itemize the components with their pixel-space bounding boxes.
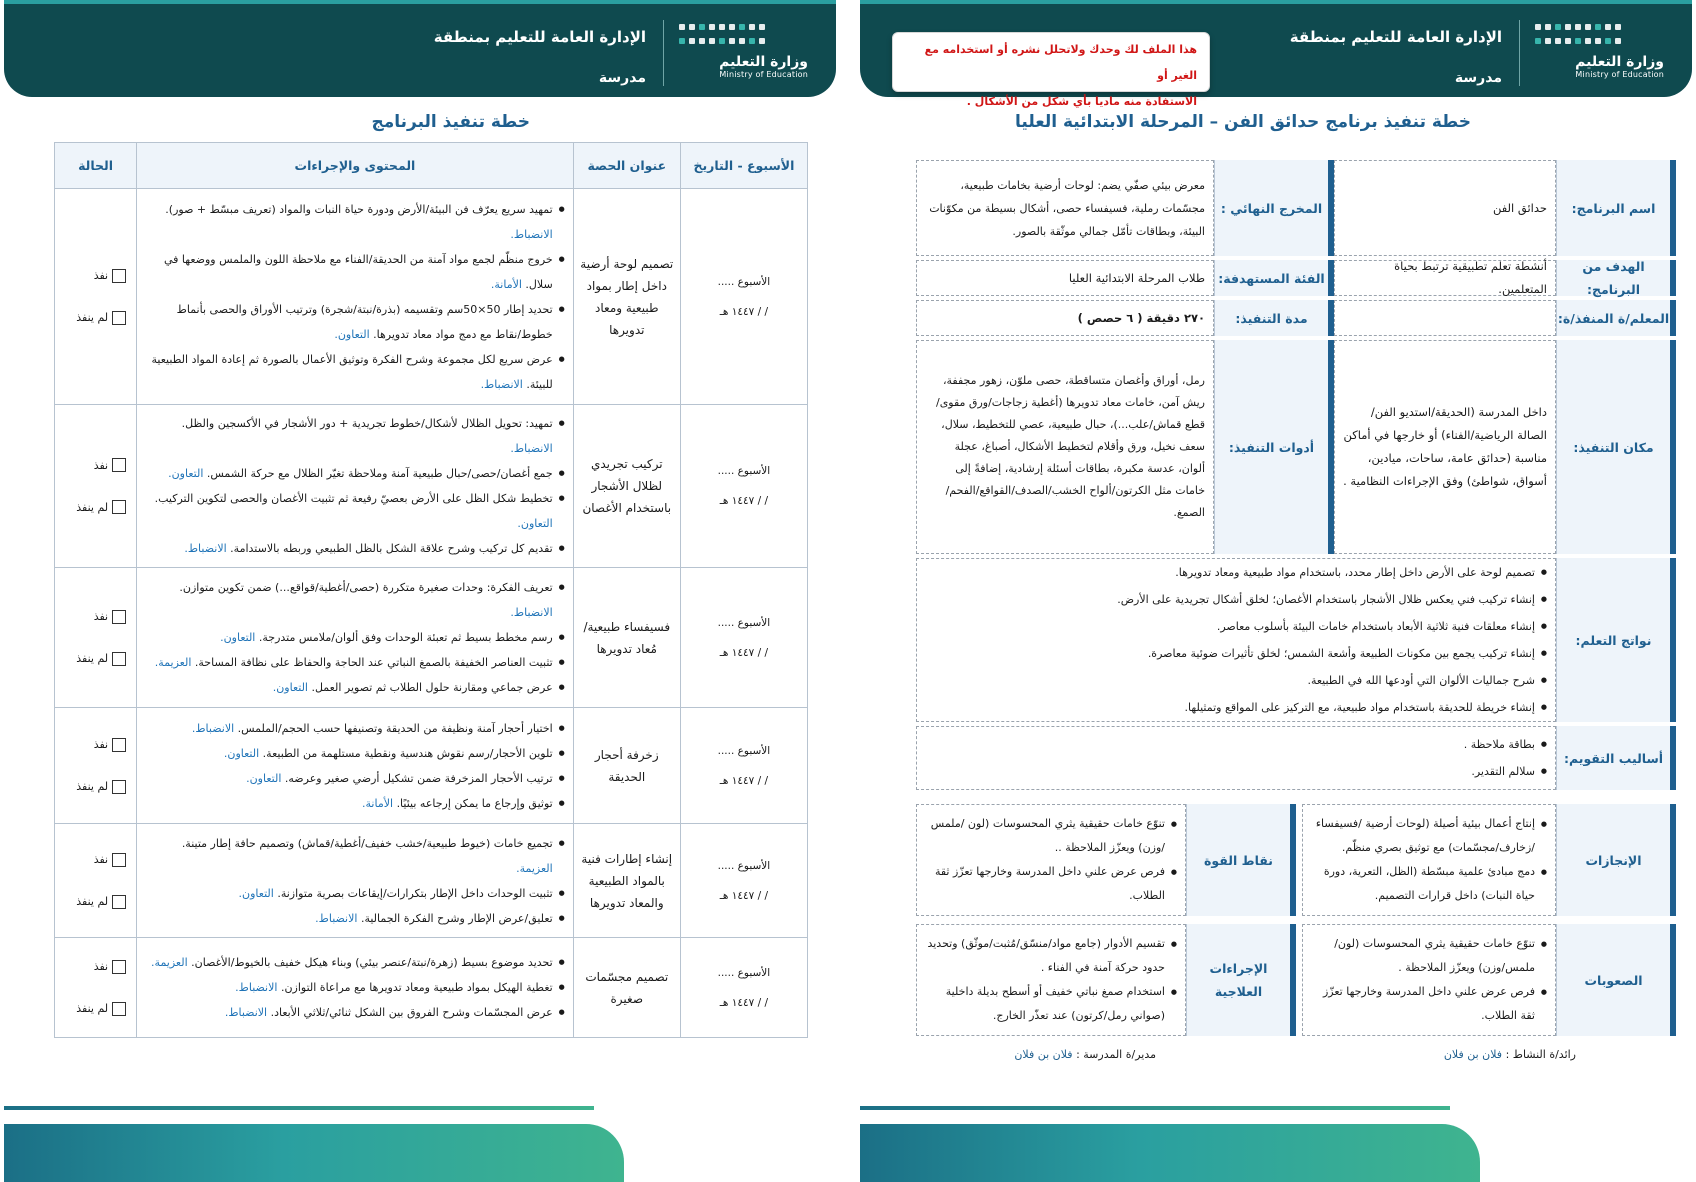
status-done[interactable] xyxy=(55,444,136,486)
done-checkbox[interactable] xyxy=(112,269,126,283)
procedure-item xyxy=(145,575,565,625)
done-label: نفذ xyxy=(93,960,109,973)
value-tag: التعاون. xyxy=(168,467,204,480)
difficulty-item: ● فرص عرض علني داخل المدرسة وخارجها تعزّز ثقة الطلاب. xyxy=(1311,980,1547,1028)
procedure-item xyxy=(145,536,565,561)
procedure-text: عرض المجسّمات وشرح الفروق بين الشكل ثنائي/ثلاثي الأبعاد. xyxy=(270,1006,553,1019)
department-label: الإدارة العامة للتعليم بمنطقة xyxy=(433,28,646,46)
outcome-item: ● إنشاء تركيب يجمع بين مكونات الطبيعة وأشعة الشمس؛ لخلق تأثيرات ضوئية معاصرة. xyxy=(925,640,1547,667)
table-row xyxy=(55,824,808,938)
done-checkbox[interactable] xyxy=(112,738,126,752)
row-place xyxy=(916,340,1676,554)
done-label: نفذ xyxy=(93,738,109,751)
procedure-item xyxy=(145,650,565,675)
value-tag: التعاون. xyxy=(220,631,256,644)
cell-content xyxy=(137,568,574,708)
label-goal: الهدف من البرنامج: xyxy=(1556,260,1676,296)
cell-content xyxy=(137,824,574,938)
value-tag: الانضباط. xyxy=(235,981,278,994)
procedure-text: جمع أغصان/حصى/حبال طبيعية آمنة وملاحظة تغيّر الظلال مع حركة الشمس. xyxy=(206,467,553,480)
row-difficulties xyxy=(916,924,1676,1036)
principal-label: مدير/ة المدرسة : xyxy=(1076,1048,1156,1061)
procedure-item xyxy=(145,741,565,766)
procedure-item xyxy=(145,975,565,1000)
date-label: / / ١٤٤٧ هـ xyxy=(719,305,769,318)
procedure-text: ترتيب الأحجار المزخرفة ضمن تشكيل أرضي صغير وعرضه. xyxy=(284,771,553,785)
procedure-text: عرض جماعي ومقارنة حلول الطلاب ثم تصوير العمل. xyxy=(311,681,553,694)
value-tag: الأمانة. xyxy=(490,277,522,291)
cell-session-title: تصميم لوحة أرضية داخل إطار بمواد طبيعية ومعاد تدويرها xyxy=(573,189,680,405)
status-done[interactable] xyxy=(55,724,136,766)
row-outcomes xyxy=(916,558,1676,722)
value-tag: العزيمة. xyxy=(151,956,188,969)
value-teacher xyxy=(1334,300,1556,336)
procedure-item xyxy=(145,411,565,461)
not-done-checkbox[interactable] xyxy=(112,1002,126,1016)
status-done[interactable] xyxy=(55,839,136,881)
not-done-label: لم ينفذ xyxy=(76,895,109,908)
outcome-item: ● تصميم لوحة على الأرض داخل إطار محدد، باستخدام مواد طبيعية ومعاد تدويرها. xyxy=(925,559,1547,586)
activity-leader-name: فلان بن فلان xyxy=(1443,1048,1503,1061)
logo-dots-icon xyxy=(1534,24,1664,48)
label-final-output: المخرج النهائي : xyxy=(1214,160,1334,256)
not-done-label: لم ينفذ xyxy=(76,1002,109,1015)
label-strengths: نقاط القوة xyxy=(1186,804,1296,916)
procedure-item xyxy=(145,247,565,297)
value-tag: الانضباط. xyxy=(510,227,553,241)
procedure-text: عرض سريع لكل مجموعة وشرح الفكرة وتوثيق الأعمال بالصورة ثم إعادة المواد الطبيعية للبيئة. xyxy=(151,352,553,391)
status-done[interactable] xyxy=(55,946,136,988)
status-done[interactable] xyxy=(55,596,136,638)
procedure-text: تمهيد سريع يعرّف فن البيئة/الأرض ودورة حياة النبات والمواد (تعريف مبسّط + صور). xyxy=(165,202,553,216)
row-evaluation xyxy=(916,726,1676,790)
value-tag: العزيمة. xyxy=(154,656,192,669)
procedure-item xyxy=(145,675,565,700)
outcome-item: ● إنشاء تركيب فني يعكس ظلال الأشجار باستخدام الأغصان؛ لخلق أشكال تجريدية على الأرض. xyxy=(925,586,1547,613)
done-label: نفذ xyxy=(93,610,109,623)
done-label: نفذ xyxy=(93,458,109,472)
done-checkbox[interactable] xyxy=(112,458,126,472)
not-done-checkbox[interactable] xyxy=(112,311,126,325)
status-not-done[interactable] xyxy=(55,638,136,680)
label-outcomes: نواتج التعلم: xyxy=(1556,558,1676,722)
procedure-text: تعليق/عرض الإطار وشرح الفكرة الجمالية. xyxy=(360,911,553,925)
procedure-text: تخطيط شكل الظل على الأرض بعصيّ رفيعة ثم تثبيت الأغصان والحصى لتكوين التركيب. xyxy=(154,492,553,505)
cell-status xyxy=(55,405,137,568)
copyright-notice xyxy=(892,32,1210,108)
strength-item: ● تنوّع خامات حقيقية يثري المحسوسات (لون /ملمس /وزن) ويعزّز الملاحظة .. xyxy=(925,812,1177,860)
page-title: خطة تنفيذ البرنامج xyxy=(371,112,530,132)
value-tag: التعاون. xyxy=(223,746,260,760)
value-tag: العزيمة. xyxy=(516,861,553,875)
value-evaluation xyxy=(916,726,1556,790)
page-right xyxy=(856,0,1696,1182)
procedure-text: رسم مخطط بسيط ثم تعبئة الوحدات وفق ألوان/ملامس متدرجة. xyxy=(258,631,553,644)
label-tools: أدوات التنفيذ: xyxy=(1214,340,1334,554)
value-tag: الانضباط. xyxy=(191,721,235,735)
cell-status xyxy=(55,189,137,405)
done-checkbox[interactable] xyxy=(112,853,126,867)
label-achievements: الإنجازات xyxy=(1556,804,1676,916)
notice-line-2: الاستفادة منه ماديا بأي شكل من الأشكال . xyxy=(966,95,1197,108)
value-difficulties xyxy=(1302,924,1556,1036)
cell-week-date xyxy=(680,824,807,938)
cell-status xyxy=(55,568,137,708)
row-goal xyxy=(916,260,1676,296)
footer-line xyxy=(860,1106,1450,1110)
activity-leader-label: رائد/ة النشاط : xyxy=(1505,1048,1576,1061)
cell-session-title: تركيب تجريدي لظلال الأشجار باستخدام الأغصان xyxy=(573,405,680,568)
value-final-output: معرض بيئي صفّي يضم: لوحات أرضية بخامات طبيعية، مجسّمات رملية، فسيفساء حصى، أشكال بسيطة من مكوّنات البيئة، وبطاقات تأمّل جمالي موثّقة بالصور. xyxy=(916,160,1214,256)
cell-status xyxy=(55,824,137,938)
row-achievements xyxy=(916,804,1676,916)
procedure-item xyxy=(145,486,565,536)
procedure-item xyxy=(145,791,565,816)
evaluation-item: ● سلالم التقدير. xyxy=(925,758,1547,785)
remedy-item: ● تقسيم الأدوار (جامع مواد/منسّق/مُثبت/موثّق) وتحديد حدود حركة آمنة في الفناء . xyxy=(925,932,1177,980)
done-checkbox[interactable] xyxy=(112,610,126,624)
date-label: / / ١٤٤٧ هـ xyxy=(719,774,769,787)
procedure-text: تلوين الأحجار/رسم نقوش هندسية ونقطية مستلهمة من الطبيعة. xyxy=(262,746,553,760)
procedure-text: تثبيت العناصر الخفيفة بالصمغ النباتي عند الحاجة والحفاظ على نظافة المساحة. xyxy=(194,656,553,669)
footer-bar xyxy=(860,1124,1480,1182)
value-tag: التعاون. xyxy=(238,886,274,900)
cell-content xyxy=(137,405,574,568)
value-outcomes xyxy=(916,558,1556,722)
label-evaluation: أساليب التقويم: xyxy=(1556,726,1676,790)
school-label: مدرسة xyxy=(598,70,646,86)
procedure-item xyxy=(145,906,565,931)
cell-session-title: فسيفساء طبيعية/مُعاد تدويرها xyxy=(573,568,680,708)
week-label: الأسبوع ..... xyxy=(717,275,771,288)
label-place: مكان التنفيذ: xyxy=(1556,340,1676,554)
procedure-text: تعريف الفكرة: وحدات صغيرة متكررة (حصى/أغطية/قواقع...) ضمن تكوين متوازن. xyxy=(179,581,553,594)
principal-signature xyxy=(1014,1048,1156,1061)
activity-leader-signature xyxy=(1444,1048,1576,1061)
procedure-item xyxy=(145,197,565,247)
notice-line-1: هذا الملف لك وحدك ولاتحلل نشره أو استخدامه مع الغير أو xyxy=(924,43,1197,82)
department-label: الإدارة العامة للتعليم بمنطقة xyxy=(1289,28,1502,46)
cell-week-date xyxy=(680,708,807,824)
value-goal: أنشطة تعلم تطبيقية ترتبط بحياة المتعلمين. xyxy=(1334,260,1556,296)
table-row xyxy=(55,708,808,824)
status-not-done[interactable] xyxy=(55,766,136,808)
principal-name: فلان بن فلان xyxy=(1014,1048,1073,1061)
achievement-item: ● دمج مبادئ علمية مبسّطة (الظل، التعرية، دورة حياة النبات) داخل قرارات التصميم. xyxy=(1311,860,1547,908)
procedure-text: تجميع خامات (خيوط طبيعية/خشب خفيف/أغطية/قماش) وتصميم حافة إطار متينة. xyxy=(181,836,553,850)
week-label: الأسبوع ..... xyxy=(717,616,771,629)
label-remedies: الإجراءات العلاجية xyxy=(1186,924,1296,1036)
cell-content xyxy=(137,189,574,405)
value-tag: التعاون. xyxy=(272,681,308,694)
procedure-text: خروج منظّم لجمع مواد آمنة من الحديقة/الفناء مع ملاحظة اللون والملمس ووضعها في سلال. xyxy=(163,252,553,291)
program-info xyxy=(916,160,1676,1050)
school-label: مدرسة xyxy=(1454,70,1502,86)
procedure-item xyxy=(145,347,565,397)
procedure-item xyxy=(145,461,565,486)
table-row xyxy=(55,568,808,708)
not-done-label: لم ينفذ xyxy=(76,311,109,324)
col-session-title: عنوان الحصة xyxy=(573,143,680,189)
col-week-date: الأسبوع - التاريخ xyxy=(680,143,807,189)
value-tag: الأمانة. xyxy=(362,796,394,810)
ministry-name-ar: وزارة التعليم xyxy=(1575,54,1664,70)
footer-line xyxy=(4,1106,594,1110)
status-not-done[interactable] xyxy=(55,988,136,1030)
week-label: الأسبوع ..... xyxy=(717,465,771,477)
value-tag: الانضباط. xyxy=(184,542,227,555)
procedure-item xyxy=(145,1000,565,1025)
value-tag: الانضباط. xyxy=(510,606,553,619)
outcome-item: ● إنشاء خريطة للحديقة باستخدام مواد طبيعية، مع التركيز على المواقع وتمثيلها. xyxy=(925,694,1547,721)
date-label: / / ١٤٤٧ هـ xyxy=(719,646,769,659)
status-done[interactable] xyxy=(55,255,136,297)
value-target: طلاب المرحلة الابتدائية العليا xyxy=(916,260,1214,296)
value-achievements xyxy=(1302,804,1556,916)
procedure-text: تحديد إطار 50×50سم وتقسيمه (بذرة/نبتة/شجرة) وترتيب الأوراق والحصى بأنماط خطوط/نقاط مع دمج مواد معاد تدويرها. xyxy=(176,302,553,341)
label-duration: مدة التنفيذ: xyxy=(1214,300,1334,336)
cell-week-date xyxy=(680,938,807,1038)
strength-item: ● فرص عرض علني داخل المدرسة وخارجها تعزّز ثقة الطلاب. xyxy=(925,860,1177,908)
done-label: نفذ xyxy=(93,853,109,866)
procedure-text: توثيق وإرجاع ما يمكن إرجاعه بيئيًا. xyxy=(396,796,553,810)
procedure-text: تحديد موضوع بسيط (زهرة/نبتة/عنصر بيئي) وبناء هيكل خفيف بالخيوط/الأغصان. xyxy=(191,956,553,969)
cell-week-date xyxy=(680,189,807,405)
outcome-item: ● إنشاء معلقات فنية ثلاثية الأبعاد باستخدام خامات البيئة بأسلوب معاصر. xyxy=(925,613,1547,640)
procedure-text: تمهيد: تحويل الظلال لأشكال/خطوط تجريدية + دور الأشجار في الأكسجين والظل. xyxy=(181,417,553,430)
label-teacher: المعلم/ة المنفذ/ة: xyxy=(1556,300,1676,336)
label-target: الفئة المستهدفة: xyxy=(1214,260,1334,296)
not-done-label: لم ينفذ xyxy=(76,780,109,793)
value-place: داخل المدرسة (الحديقة/استديو الفن/الصالة الرياضية/الفناء) أو خارجها في أماكن مناسبة (حدائق عامة، ساحات، ميادين، أسواق، شواطئ) وفق الإجراءات النظامية . xyxy=(1334,340,1556,554)
page-title: خطة تنفيذ برنامج حدائق الفن – المرحلة الابتدائية العليا xyxy=(1015,112,1471,132)
ministry-name-ar: وزارة التعليم xyxy=(719,54,808,70)
cell-week-date xyxy=(680,405,807,568)
cell-session-title: تصميم مجسّمات صغيرة xyxy=(573,938,680,1038)
page-left xyxy=(0,0,840,1182)
procedure-text: اختيار أحجار آمنة ونظيفة من الحديقة وتصنيفها حسب الحجم/الملمس. xyxy=(237,721,553,735)
table-row xyxy=(55,405,808,568)
date-label: / / ١٤٤٧ هـ xyxy=(719,889,769,902)
procedure-item xyxy=(145,297,565,347)
not-done-checkbox[interactable] xyxy=(112,780,126,794)
col-status: الحالة xyxy=(55,143,137,189)
ministry-name-en: Ministry of Education xyxy=(719,70,808,79)
date-label: / / ١٤٤٧ هـ xyxy=(719,996,769,1009)
cell-session-title: إنشاء إطارات فنية بالمواد الطبيعية والمعاد تدويرها xyxy=(573,824,680,938)
cell-content xyxy=(137,938,574,1038)
ministry-logo xyxy=(678,24,808,86)
cell-week-date xyxy=(680,568,807,708)
value-tag: التعاون. xyxy=(517,517,553,530)
not-done-label: لم ينفذ xyxy=(76,652,109,665)
value-remedies xyxy=(916,924,1186,1036)
cell-status xyxy=(55,938,137,1038)
not-done-checkbox[interactable] xyxy=(112,500,126,514)
week-label: الأسبوع ..... xyxy=(717,744,771,757)
value-tag: الانضباط. xyxy=(224,1006,268,1019)
table-row xyxy=(55,189,808,405)
value-program-name: حدائق الفن xyxy=(1334,160,1556,256)
procedure-item xyxy=(145,766,565,791)
procedure-item xyxy=(145,950,565,975)
procedure-text: تقديم كل تركيب وشرح علاقة الشكل بالظل الطبيعي وربطه بالاستدامة. xyxy=(230,542,553,555)
difficulty-item: ● تنوّع خامات حقيقية يثري المحسوسات (لون/ملمس/وزن) ويعزّز الملاحظة . xyxy=(1311,932,1547,980)
week-label: الأسبوع ..... xyxy=(717,859,771,872)
not-done-label: لم ينفذ xyxy=(76,500,109,514)
row-teacher xyxy=(916,300,1676,336)
cell-session-title: زخرفة أحجار الحديقة xyxy=(573,708,680,824)
row-program-name xyxy=(916,160,1676,256)
logo-dots-icon xyxy=(678,24,808,48)
procedure-text: تغطية الهيكل بمواد طبيعية ومعاد تدويرها مع مراعاة التوازن. xyxy=(280,981,553,994)
status-not-done[interactable] xyxy=(55,881,136,923)
table-row xyxy=(55,938,808,1038)
table-header-row xyxy=(55,143,808,189)
value-tag: الانضباط. xyxy=(315,911,358,925)
procedure-item xyxy=(145,831,565,881)
cell-content xyxy=(137,708,574,824)
ministry-name-en: Ministry of Education xyxy=(1575,70,1664,79)
label-difficulties: الصعوبات xyxy=(1556,924,1676,1036)
procedure-item xyxy=(145,881,565,906)
week-label: الأسبوع ..... xyxy=(717,966,771,979)
value-strengths xyxy=(916,804,1186,916)
header-banner xyxy=(4,0,836,97)
done-checkbox[interactable] xyxy=(112,960,126,974)
footer-bar xyxy=(4,1124,624,1182)
header-divider xyxy=(663,20,664,86)
status-not-done[interactable] xyxy=(55,297,136,339)
label-program-name: اسم البرنامج: xyxy=(1556,160,1676,256)
status-not-done[interactable] xyxy=(55,486,136,528)
value-duration: ٢٧٠ دقيقة ( ٦ حصص ) xyxy=(916,300,1214,336)
procedure-text: تثبيت الوحدات داخل الإطار بتكرارات/إيقاعات بصرية متوازنة. xyxy=(277,886,553,900)
value-tag: الانضباط. xyxy=(480,377,523,391)
col-content: المحتوى والإجراءات xyxy=(137,143,574,189)
done-label: نفذ xyxy=(93,269,109,282)
ministry-logo xyxy=(1534,24,1664,86)
value-tag: الانضباط. xyxy=(510,442,553,455)
value-tag: التعاون. xyxy=(334,327,370,341)
cell-status xyxy=(55,708,137,824)
outcome-item: ● شرح جماليات الألوان التي أودعها الله في الطبيعة. xyxy=(925,667,1547,694)
header-divider xyxy=(1519,20,1520,86)
date-label: / / ١٤٤٧ هـ xyxy=(719,495,769,507)
procedure-item xyxy=(145,625,565,650)
remedy-item: ● استخدام صمغ نباتي خفيف أو أسطح بديلة داخلية (صواني رمل/كرتون) عند تعذّر الخارج. xyxy=(925,980,1177,1028)
not-done-checkbox[interactable] xyxy=(112,895,126,909)
header-banner xyxy=(860,0,1692,108)
procedure-item xyxy=(145,716,565,741)
plan-table xyxy=(54,142,808,1038)
value-tools: رمل، أوراق وأغصان متساقطة، حصى ملوّن، زهور مجففة، ريش آمن، خامات معاد تدويرها (أغطية زجاجات/ورق مقوى/قطع قماش/علب...)، حبال طبيعية، عصي للتخطيط، سلال، سعف نخيل، ورق وأقلام لتخطيط الأشكال، أصباغ، عجلة ألوان، عدسة مكبرة، بطاقات أسئلة إرشادية، إضافةً إلى خامات مثل الكرتون/ألواح الخشب/الصدف/القواقع/الفحم/الصمغ. xyxy=(916,340,1214,554)
evaluation-item: ● بطاقة ملاحظة . xyxy=(925,731,1547,758)
achievement-item: ● إنتاج أعمال بيئية أصيلة (لوحات أرضية /فسيفساء /زخارف/مجسّمات) مع توثيق بصري منظّم. xyxy=(1311,812,1547,860)
not-done-checkbox[interactable] xyxy=(112,652,126,666)
value-tag: التعاون. xyxy=(246,771,282,785)
